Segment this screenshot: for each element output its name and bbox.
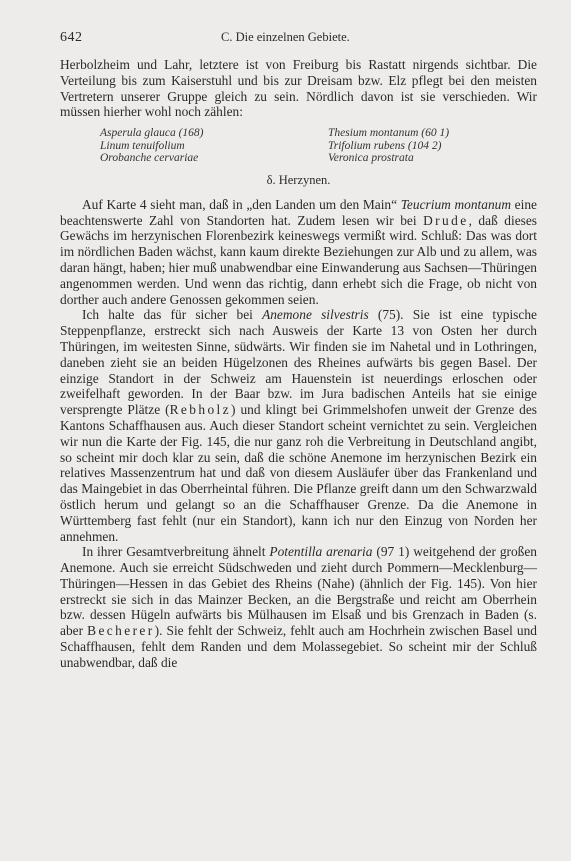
text-run: (97 1) weitgehend der großen Anemone. Auch sie erreicht Südschweden und zieht durch Pommern—Mecklenburg—Thüringen—Hessen in das Gebiet des Rheins (Nahe) (ähnlich der Fig. 145). Von hier erstreckt sie sich in das Mainzer Becken, an die Bergstraße und reicht am Oberrhein bzw. dessen Hügeln aufwärts bis Mülhausen im Elsaß und bis Grenzach in Baden (s. aber <box>60 544 538 639</box>
section-heading: δ. Herzynen. <box>266 172 331 187</box>
intro-paragraph: Herbolzheim und Lahr, letztere ist von Freiburg bis Rastatt nirgends sichtbar. Die Verteilung bis zum Kaiserstuhl und bis zur Dreisam bzw. Elz pflegt bei den meisten Vertretern unserer Gruppe gleich zu sein. Nördlich davon ist sie verschieden. Wir müssen hierher wohl noch zählen: <box>60 57 537 120</box>
page-number: 642 <box>60 30 83 45</box>
text-run: , daß dieses Gewächs im herzynischen Florenbezirk keineswegs vermißt wird. Schluß: Das was dort im nördlichen Baden wächst, kann kaum direkte Beziehungen zur Alb und zu allem, was daran hängt, haben; hier muß unabwendbar eine Einwanderung aus Sachsen—Thüringen angenommen werden. Und wenn das richtig, dann erhebt sich die Frage, ob nicht von dorther auch andere Genossen gekommen seien. <box>60 212 538 307</box>
text-run: (75). Sie ist eine typische Steppenpflanze, erstreckt sich nach Ausweis der Karte 13 von Osten her durch Thüringen, im weitesten Sinne, südwärts. Wir finden sie im Nahetal und in Lothringen, daneben zieht sie an beiden Hügelzonen des Rheines aufwärts bis gegen Basel. Der einzige Standort in der Schweiz am Hauenstein ist neuerdings erloschen oder zweifelhaft geworden. In der Baar bzw. im Jura badischen Anteils hat sie einige versprengte Plätze ( <box>60 307 537 418</box>
author-name: Becherer <box>87 623 155 639</box>
body-text <box>60 57 537 671</box>
species-name: Anemone silvestris <box>262 307 369 323</box>
species-name: Potentilla arenaria <box>269 544 373 560</box>
running-title: C. Die einzelnen Gebiete. <box>221 30 350 44</box>
paragraph-potentilla <box>60 544 537 670</box>
plant-entry: Veronica prostrata <box>328 152 414 165</box>
species-name: Teucrium montanum <box>400 196 512 212</box>
plant-entry: Orobanche cervariae <box>100 152 199 165</box>
plant-entry: Trifolium rubens (104 2) <box>328 139 442 152</box>
plant-entry: Asperula glauca (168) <box>100 127 204 140</box>
text-run: Ich halte das für sicher bei <box>82 307 263 323</box>
plant-list <box>100 127 537 165</box>
paragraph-anemone <box>60 307 537 544</box>
text-run: ). Sie fehlt der Schweiz, fehlt auch am Hochrhein zwischen Basel und Schaffhausen, fehlt dem Randen und dem Molassegebiet. So scheint mir der Schluß unabwendbar, daß die <box>60 623 537 670</box>
text-run: Auf Karte 4 sieht man, daß in „den Landen um den Main“ <box>82 196 401 212</box>
plant-entry: Thesium montanum (60 1) <box>328 127 450 140</box>
text-run: In ihrer Gesamtverbreitung ähnelt <box>82 544 270 560</box>
text-run: eine beachtenswerte Zahl von Standorten hat. Zudem lesen wir bei <box>60 196 537 228</box>
paragraph-teucrium <box>60 197 537 308</box>
plant-entry: Linum tenuifolium <box>100 139 185 152</box>
author-name: Rebholz <box>169 402 232 418</box>
text-run: ) und klingt bei Grimmelshofen unweit der Grenze des Kantons Schaffhausen aus. Auch dieser Standort scheint vernichtet zu sein. Vergleichen wir nun die Karte der Fig. 145, die nur ganz roh die Verbreitung in Deutschland angibt, so scheint mir doch klar zu sein, daß die schöne Anemone im herzynischen Bezirk ein relatives Massenzentrum hat und daß von diesem Ausläufer über das Frankenland und das Maingebiet in das Oberrheintal führen. Die Pflanze greift dann um den Schwarzwald östlich herum und gelangt so an die Schaffhauser Grenze. Da die Anemone in Württemberg fast fehlt (nur ein Standort), kann ich nur den Einzug von Norden her annehmen. <box>60 402 537 544</box>
author-name: Drude <box>423 212 469 228</box>
page-header <box>60 30 537 46</box>
